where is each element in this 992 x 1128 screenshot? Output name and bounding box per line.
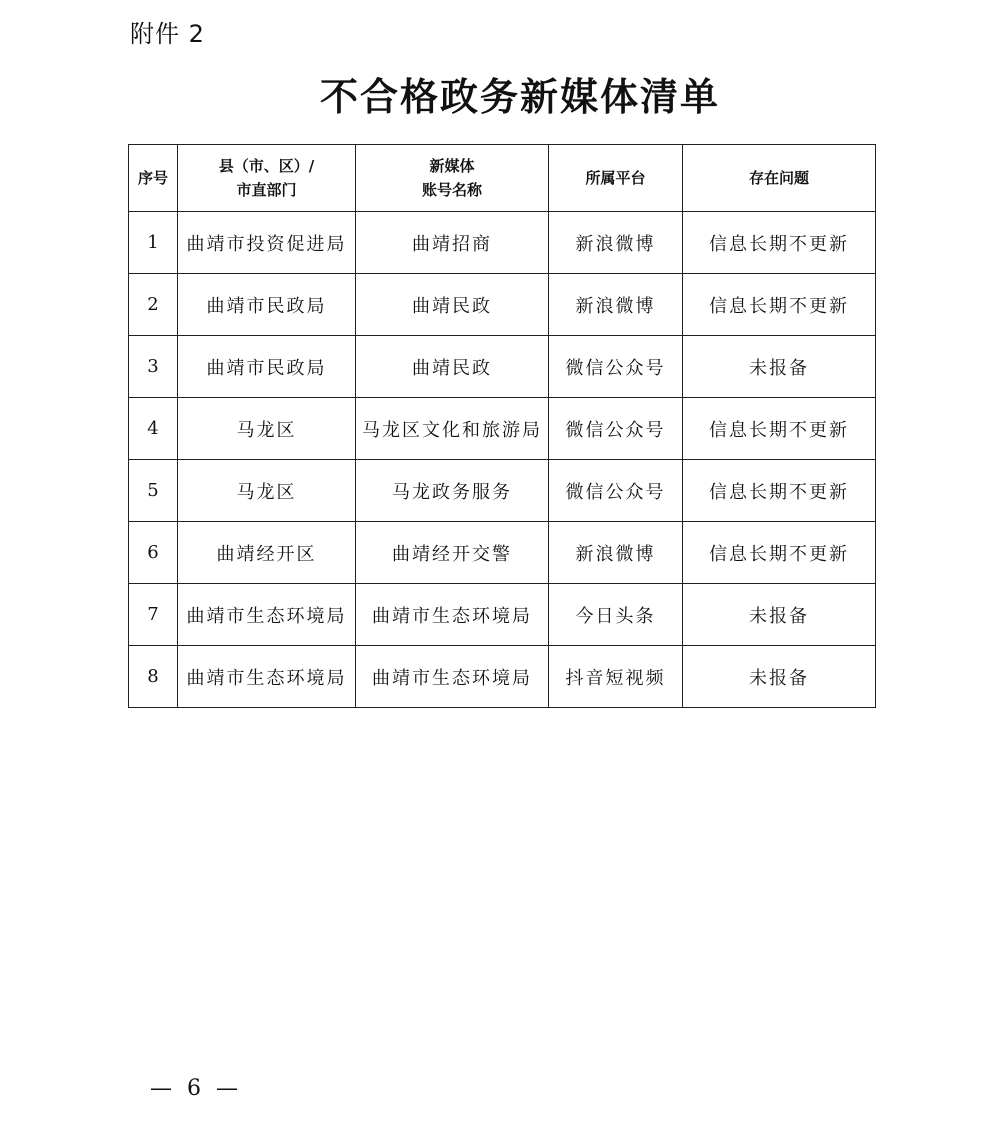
row-issue: 未报备 <box>683 646 876 708</box>
row-department: 曲靖市生态环境局 <box>178 584 356 646</box>
row-department: 曲靖市民政局 <box>178 274 356 336</box>
table-row <box>129 460 876 522</box>
row-issue: 信息长期不更新 <box>683 460 876 522</box>
row-index: 3 <box>129 336 178 398</box>
row-platform: 今日头条 <box>549 584 683 646</box>
row-department: 曲靖经开区 <box>178 522 356 584</box>
page-title: 不合格政务新媒体清单 <box>319 74 720 119</box>
row-account: 曲靖市生态环境局 <box>356 584 549 646</box>
row-platform: 微信公众号 <box>549 398 683 460</box>
page-number: — 6 — <box>150 1076 242 1101</box>
row-index: 5 <box>129 460 178 522</box>
column-header-account <box>356 145 549 212</box>
attachment-label: 附件 2 <box>130 20 205 48</box>
row-issue: 信息长期不更新 <box>683 212 876 274</box>
table-row <box>129 646 876 708</box>
column-header-issue-label: 存在问题 <box>748 169 809 187</box>
column-header-account-line1: 新媒体 <box>429 157 475 175</box>
row-index: 6 <box>129 522 178 584</box>
row-platform: 新浪微博 <box>549 212 683 274</box>
row-index: 7 <box>129 584 178 646</box>
row-department: 曲靖市民政局 <box>178 336 356 398</box>
column-header-department-line2: 市直部门 <box>236 181 297 199</box>
table-row <box>129 398 876 460</box>
row-index: 8 <box>129 646 178 708</box>
column-header-account-line2: 账号名称 <box>421 181 482 199</box>
column-header-department-line1: 县（市、区）/ <box>218 157 315 175</box>
column-header-platform <box>549 145 683 212</box>
row-index: 2 <box>129 274 178 336</box>
row-department: 曲靖市投资促进局 <box>178 212 356 274</box>
row-issue: 信息长期不更新 <box>683 522 876 584</box>
table-row <box>129 274 876 336</box>
row-platform: 抖音短视频 <box>549 646 683 708</box>
column-header-index <box>129 145 178 212</box>
column-header-platform-label: 所属平台 <box>585 169 646 187</box>
row-platform: 新浪微博 <box>549 522 683 584</box>
row-index: 4 <box>129 398 178 460</box>
row-account: 马龙区文化和旅游局 <box>356 398 549 460</box>
media-list-table <box>128 144 876 708</box>
row-department: 马龙区 <box>178 398 356 460</box>
table-row <box>129 336 876 398</box>
column-header-issue <box>683 145 876 212</box>
row-issue: 信息长期不更新 <box>683 398 876 460</box>
row-account: 曲靖民政 <box>356 274 549 336</box>
table-header-row <box>129 145 876 212</box>
row-account: 曲靖招商 <box>356 212 549 274</box>
table-row <box>129 584 876 646</box>
row-platform: 微信公众号 <box>549 460 683 522</box>
row-account: 马龙政务服务 <box>356 460 549 522</box>
row-index: 1 <box>129 212 178 274</box>
row-department: 马龙区 <box>178 460 356 522</box>
row-department: 曲靖市生态环境局 <box>178 646 356 708</box>
row-account: 曲靖市生态环境局 <box>356 646 549 708</box>
row-issue: 信息长期不更新 <box>683 274 876 336</box>
row-platform: 新浪微博 <box>549 274 683 336</box>
row-account: 曲靖经开交警 <box>356 522 549 584</box>
column-header-index-label: 序号 <box>137 169 168 187</box>
table-row <box>129 522 876 584</box>
row-issue: 未报备 <box>683 584 876 646</box>
row-platform: 微信公众号 <box>549 336 683 398</box>
table-row <box>129 212 876 274</box>
row-issue: 未报备 <box>683 336 876 398</box>
row-account: 曲靖民政 <box>356 336 549 398</box>
column-header-department <box>178 145 356 212</box>
